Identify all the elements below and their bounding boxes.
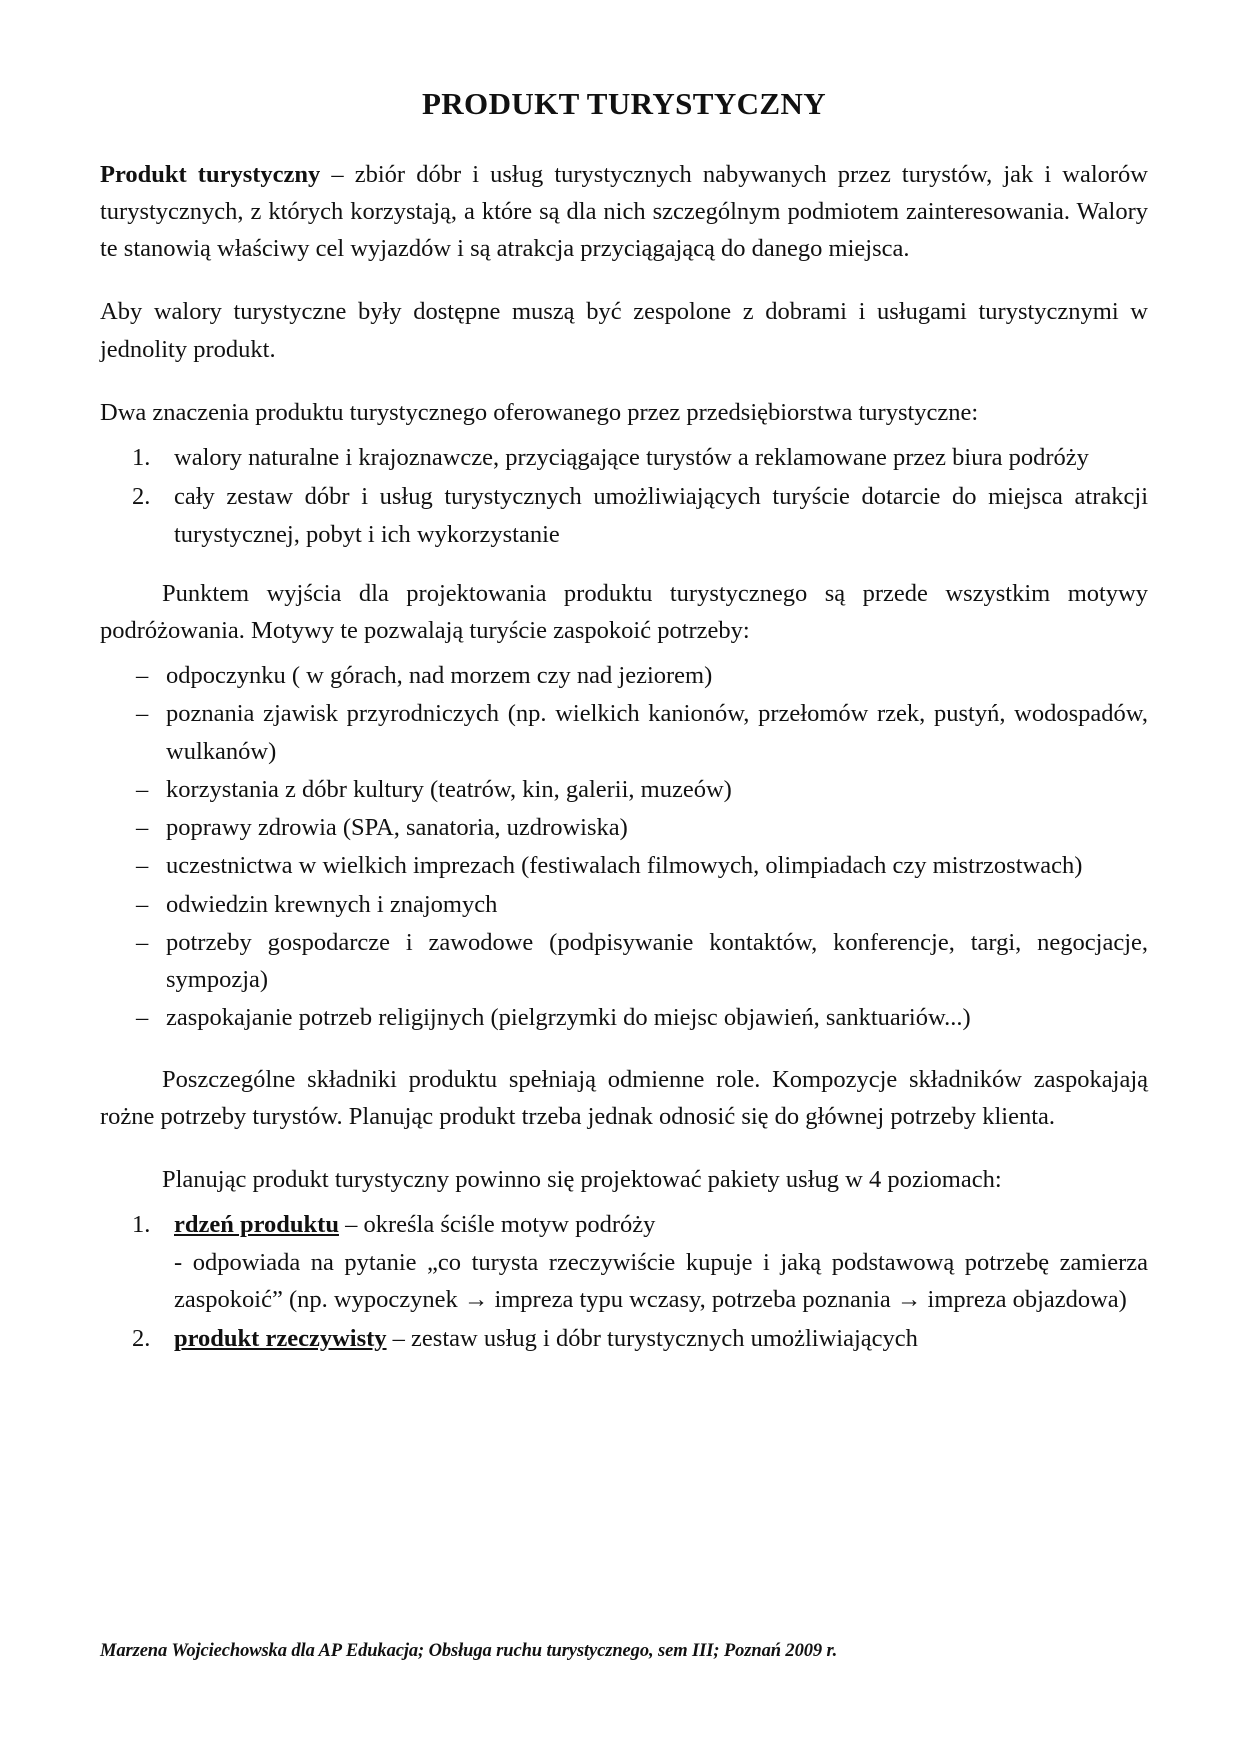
list-item-text: uczestnictwa w wielkich imprezach (festiwalach filmowych, olimpiadach czy mistrzostwach) — [166, 852, 1083, 880]
definition-paragraph — [100, 156, 1148, 268]
level-term: produkt rzeczywisty — [174, 1324, 387, 1352]
level-rest: – określa ściśle motyw podróży — [338, 1211, 656, 1239]
page-footer: Marzena Wojciechowska dla AP Edukacja; Obsługa ruchu turystycznego, sem III; Poznań 2009 r. — [100, 1641, 838, 1661]
level-term: rdzeń produktu — [174, 1211, 339, 1239]
list-item-text: korzystania z dóbr kultury (teatrów, kin, galerii, muzeów) — [166, 775, 732, 803]
list-item-text: odwiedzin krewnych i znajomych — [166, 890, 498, 918]
list-item-text: poprawy zdrowia (SPA, sanatoria, uzdrowiska) — [166, 814, 628, 842]
list-marker: 2. — [132, 483, 151, 511]
list-item — [100, 478, 1148, 552]
list-item — [100, 695, 1148, 769]
list-item — [100, 924, 1148, 998]
list-item — [100, 847, 1148, 884]
dash-marker: – — [136, 775, 149, 803]
list-item — [100, 657, 1148, 694]
list-marker: 1. — [132, 1211, 151, 1239]
list-item-text: walory naturalne i krajoznawcze, przyciągające turystów a reklamowane przez biura podróży — [174, 444, 1089, 472]
list-item — [100, 999, 1148, 1036]
dash-marker: – — [136, 814, 149, 842]
level-rest: – zestaw usług i dóbr turystycznych umożliwiających — [386, 1324, 918, 1352]
page-title: PRODUKT TURYSTYCZNY — [421, 86, 827, 121]
levels-list — [100, 1206, 1148, 1357]
components-paragraph: Poszczególne składniki produktu spełniają odmienne role. Kompozycje składników zaspokajają rożne potrzeby turystów. Planując produkt trzeba jednak odnosić się do głównej potrzeby klienta. — [100, 1065, 1148, 1130]
needs-list — [100, 657, 1148, 1036]
dash-marker: – — [136, 1004, 149, 1032]
list-item-text: poznania zjawisk przyrodniczych (np. wielkich kanionów, przełomów rzek, pustyń, wodospadów, wulkanów) — [166, 700, 1148, 765]
list-marker: 2. — [132, 1324, 151, 1352]
dash-marker: – — [136, 928, 149, 956]
list-item-text: potrzeby gospodarcze i zawodowe (podpisywanie kontaktów, konferencje, targi, negocjacje, sympozja) — [166, 928, 1148, 994]
list-item — [100, 1206, 1148, 1318]
definition-body: – zbiór dóbr i usług turystycznych nabywanych przez turystów, jak i walorów turystycznych, z których korzystają, a które są dla nich szczególnym podmiotem zainteresowania. Walory te stanowią właściwy cel wyjazdów i są atrakcja przyciągającą do danego miejsca. — [100, 160, 1149, 263]
motives-intro-paragraph: Punktem wyjścia dla projektowania produktu turystycznego są przede wszystkim motywy podróżowania. Motywy te pozwalają turyście zaspokoić potrzeby: — [100, 579, 1148, 644]
dash-marker: – — [136, 852, 149, 880]
dash-marker: – — [136, 700, 149, 728]
list-item — [100, 886, 1148, 923]
access-paragraph: Aby walory turystyczne były dostępne muszą być zespolone z dobrami i usługami turystycznymi w jednolity produkt. — [100, 298, 1148, 363]
list-item — [100, 439, 1148, 476]
list-item — [100, 1320, 1148, 1357]
level-detail: - odpowiada na pytanie „co turysta rzeczywiście kupuje i jaką podstawową potrzebę zamierza zaspokoić” (np. wypoczynek → impreza typu wczasy, potrzeba poznania → impreza objazdowa) — [174, 1248, 1148, 1313]
levels-intro-paragraph: Planując produkt turystyczny powinno się projektować pakiety usług w 4 poziomach: — [162, 1166, 1002, 1194]
list-item — [100, 771, 1148, 808]
list-item — [100, 809, 1148, 846]
list-marker: 1. — [132, 444, 151, 472]
two-meanings-list — [100, 439, 1148, 553]
list-item-text: odpoczynku ( w górach, nad morzem czy nad jeziorem) — [166, 662, 713, 690]
dash-marker: – — [136, 890, 149, 918]
list-item-text: cały zestaw dóbr i usług turystycznych umożliwiających turyście dotarcie do miejsca atrakcji turystycznej, pobyt i ich wykorzystanie — [174, 483, 1148, 548]
dash-marker: – — [136, 662, 149, 690]
two-meanings-intro: Dwa znaczenia produktu turystycznego oferowanego przez przedsiębiorstwa turystyczne: — [100, 398, 979, 426]
list-item-text: zaspokajanie potrzeb religijnych (pielgrzymki do miejsc objawień, sanktuariów...) — [166, 1004, 971, 1032]
definition-term: Produkt turystyczny — [100, 160, 321, 188]
